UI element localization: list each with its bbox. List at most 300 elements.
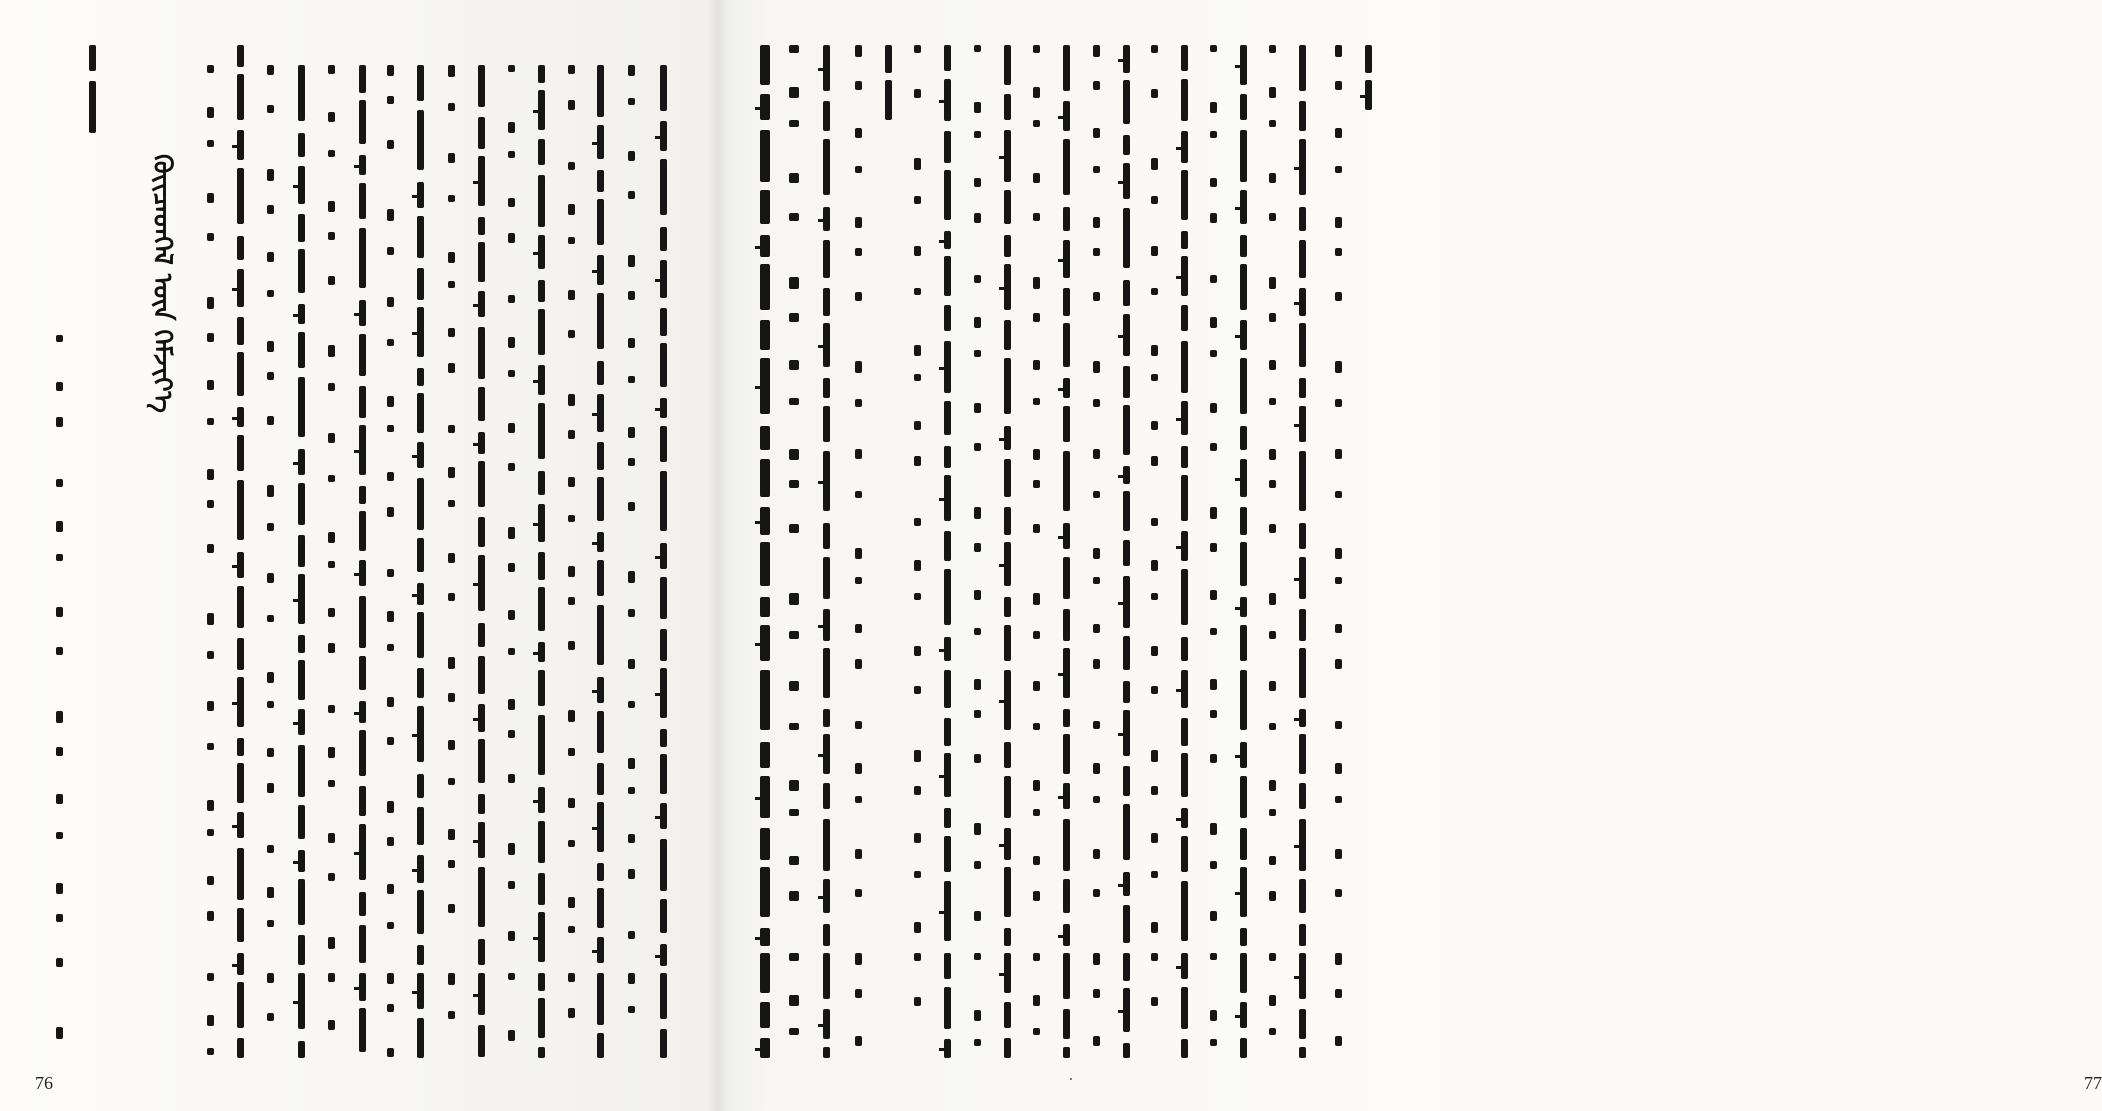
script-stroke: [1004, 45, 1011, 85]
script-stroke: [538, 280, 545, 302]
script-stroke: [298, 709, 305, 735]
script-stroke: [328, 643, 335, 653]
script-stroke: [387, 611, 394, 622]
script-stroke: [974, 213, 981, 223]
script-tooth: [755, 1048, 761, 1051]
script-stroke: [628, 255, 635, 267]
text-column-left-13: [533, 65, 551, 1058]
script-stroke: [789, 277, 799, 289]
script-stroke: [56, 382, 63, 391]
script-tooth: [655, 816, 661, 819]
script-tooth: [755, 643, 761, 646]
script-stroke: [974, 403, 981, 413]
script-stroke: [1093, 953, 1100, 965]
script-stroke: [1181, 953, 1188, 979]
script-stroke: [1093, 361, 1100, 373]
script-stroke: [1063, 240, 1070, 278]
script-stroke: [944, 881, 951, 941]
script-stroke: [1033, 45, 1040, 53]
script-stroke: [328, 383, 335, 391]
script-stroke: [207, 500, 214, 508]
script-tooth: [592, 690, 598, 693]
script-stroke: [89, 81, 96, 133]
script-stroke: [1269, 681, 1276, 691]
script-stroke: [974, 178, 981, 187]
script-tooth: [655, 693, 661, 696]
script-stroke: [508, 198, 515, 207]
script-stroke: [568, 237, 575, 244]
script-stroke: [1093, 889, 1100, 897]
script-stroke: [387, 801, 394, 813]
script-tooth: [939, 1048, 945, 1051]
script-stroke: [597, 560, 604, 596]
script-stroke: [628, 931, 635, 939]
script-stroke: [885, 45, 892, 73]
script-stroke: [237, 953, 244, 975]
script-stroke: [267, 205, 274, 214]
text-column-left-6: [323, 65, 341, 1058]
script-tooth: [232, 288, 238, 291]
script-stroke: [823, 879, 830, 913]
script-stroke: [760, 742, 770, 768]
script-stroke: [237, 130, 244, 160]
script-stroke: [789, 449, 799, 460]
script-stroke: [568, 330, 575, 338]
script-stroke: [1151, 345, 1158, 356]
script-stroke: [417, 668, 424, 698]
script-stroke: [944, 79, 951, 121]
script-stroke: [538, 821, 545, 863]
script-stroke: [1123, 163, 1130, 199]
script-tooth: [293, 722, 299, 725]
script-stroke: [1240, 928, 1247, 946]
script-stroke: [1033, 313, 1040, 322]
script-stroke: [508, 699, 515, 710]
script-tooth: [354, 165, 360, 168]
script-stroke: [207, 297, 214, 309]
section-title: ᠭᠦᠢᠴᠡᠳᠬᠡᠯ ᠦᠨ ᠬᠡᠮᠵᠢᠶ᠎ᠡ: [147, 154, 177, 413]
script-stroke: [789, 631, 799, 639]
script-stroke: [417, 110, 424, 170]
script-stroke: [328, 65, 335, 74]
text-column-right-15: [1205, 45, 1223, 1058]
script-stroke: [1240, 45, 1247, 85]
script-stroke: [207, 380, 214, 390]
script-stroke: [1123, 208, 1130, 268]
script-tooth: [473, 443, 479, 446]
script-stroke: [298, 850, 305, 872]
page-number-left: 76: [35, 1073, 53, 1093]
script-stroke: [823, 924, 830, 946]
script-stroke: [1269, 87, 1276, 98]
script-stroke: [267, 523, 274, 531]
script-stroke: [448, 328, 455, 337]
script-stroke: [944, 475, 951, 521]
script-stroke: [538, 504, 545, 542]
script-stroke: [1181, 670, 1188, 708]
script-stroke: [660, 668, 667, 718]
script-stroke: [1181, 79, 1188, 121]
script-stroke: [1151, 646, 1158, 656]
script-tooth: [1118, 1010, 1124, 1013]
script-stroke: [267, 973, 274, 983]
script-stroke: [1004, 953, 1011, 993]
script-stroke: [1299, 207, 1306, 231]
script-stroke: [1093, 577, 1100, 584]
script-stroke: [1240, 1002, 1247, 1028]
script-stroke: [974, 911, 981, 921]
script-stroke: [974, 45, 981, 52]
script-stroke: [1210, 213, 1217, 223]
script-stroke: [823, 288, 830, 316]
script-stroke: [237, 763, 244, 803]
script-stroke: [1269, 953, 1276, 961]
script-stroke: [478, 387, 485, 421]
script-stroke: [1269, 723, 1276, 730]
script-stroke: [1063, 734, 1070, 774]
script-stroke: [298, 535, 305, 567]
script-tooth: [999, 973, 1005, 976]
script-stroke: [974, 131, 981, 138]
script-stroke: [1151, 593, 1158, 600]
script-stroke: [660, 227, 667, 251]
script-stroke: [914, 246, 921, 256]
script-stroke: [823, 240, 830, 278]
script-stroke: [538, 587, 545, 631]
script-tooth: [1058, 388, 1064, 391]
script-stroke: [823, 734, 830, 774]
script-stroke: [568, 162, 575, 170]
script-tooth: [533, 523, 539, 526]
script-stroke: [1210, 1039, 1217, 1046]
script-stroke: [328, 873, 335, 881]
script-stroke: [1299, 523, 1306, 549]
script-stroke: [1269, 593, 1276, 605]
script-tooth: [1118, 602, 1124, 605]
script-stroke: [298, 304, 305, 324]
script-stroke: [1123, 135, 1130, 155]
script-tooth: [412, 869, 418, 872]
script-stroke: [597, 802, 604, 852]
script-stroke: [538, 787, 545, 813]
script-stroke: [1151, 288, 1158, 295]
script-stroke: [628, 659, 635, 669]
script-stroke: [298, 935, 305, 965]
script-stroke: [237, 586, 244, 628]
script-stroke: [1269, 780, 1276, 791]
script-stroke: [597, 677, 604, 703]
script-stroke: [387, 884, 394, 894]
script-stroke: [1299, 451, 1306, 511]
script-stroke: [1033, 631, 1040, 639]
script-stroke: [359, 386, 366, 418]
script-stroke: [387, 837, 394, 846]
script-stroke: [789, 313, 799, 322]
text-column-left-0: [51, 335, 69, 1058]
script-stroke: [478, 327, 485, 379]
script-stroke: [1269, 995, 1276, 1006]
script-stroke: [1181, 531, 1188, 561]
script-stroke: [1033, 277, 1040, 289]
script-stroke: [1269, 449, 1276, 460]
script-stroke: [237, 74, 244, 120]
script-stroke: [1093, 659, 1100, 669]
script-stroke: [568, 477, 575, 487]
script-stroke: [478, 156, 485, 206]
script-tooth: [592, 270, 598, 273]
script-stroke: [568, 641, 575, 650]
script-stroke: [508, 881, 515, 889]
text-column-right-12: [1118, 45, 1136, 1058]
script-stroke: [855, 491, 862, 498]
text-column-right-18: [1294, 45, 1312, 1058]
script-stroke: [1240, 828, 1247, 860]
script-stroke: [1151, 833, 1158, 843]
script-tooth: [1235, 65, 1241, 68]
script-stroke: [207, 743, 214, 750]
script-stroke: [1093, 796, 1100, 803]
text-column-right-19: [1330, 45, 1348, 1058]
script-stroke: [760, 670, 770, 730]
script-stroke: [760, 358, 770, 414]
script-stroke: [1063, 451, 1070, 511]
script-stroke: [660, 629, 667, 661]
script-stroke: [823, 139, 830, 195]
script-tooth: [473, 840, 479, 843]
script-stroke: [448, 657, 455, 669]
script-stroke: [823, 783, 830, 809]
script-stroke: [1210, 178, 1217, 187]
script-tooth: [412, 594, 418, 597]
script-stroke: [328, 937, 335, 949]
script-stroke: [359, 701, 366, 723]
script-stroke: [538, 715, 545, 775]
text-column-left-17: [655, 65, 673, 1058]
script-stroke: [823, 1047, 830, 1058]
text-column-right-7: [969, 45, 987, 1058]
script-stroke: [1004, 1038, 1011, 1058]
script-stroke: [478, 555, 485, 611]
script-stroke: [974, 861, 981, 869]
script-stroke: [628, 1006, 635, 1013]
script-stroke: [974, 443, 981, 451]
script-stroke: [1151, 456, 1158, 466]
script-stroke: [1240, 670, 1247, 730]
script-stroke: [660, 577, 667, 619]
script-stroke: [660, 944, 667, 966]
script-tooth: [232, 702, 238, 705]
script-stroke: [628, 701, 635, 708]
script-stroke: [1123, 988, 1130, 1032]
script-stroke: [855, 721, 862, 729]
script-stroke: [597, 937, 604, 963]
script-stroke: [823, 451, 830, 511]
script-stroke: [568, 798, 575, 808]
script-tooth: [473, 304, 479, 307]
script-stroke: [855, 659, 862, 669]
script-stroke: [1240, 264, 1247, 310]
page-number-right: 77: [2084, 1073, 2102, 1093]
script-stroke: [855, 128, 862, 138]
script-tooth: [533, 380, 539, 383]
script-stroke: [1335, 763, 1342, 774]
script-stroke: [1004, 358, 1011, 414]
script-stroke: [359, 334, 366, 376]
script-tooth: [354, 852, 360, 855]
script-stroke: [1093, 45, 1100, 57]
script-stroke: [914, 922, 921, 933]
script-stroke: [298, 483, 305, 525]
text-column-right-3: [850, 45, 868, 1058]
script-tooth: [1058, 673, 1064, 676]
script-stroke: [207, 193, 214, 203]
script-tooth: [1176, 689, 1182, 692]
script-stroke: [538, 1047, 545, 1058]
script-stroke: [1063, 609, 1070, 641]
script-stroke: [448, 252, 455, 263]
script-stroke: [823, 953, 830, 999]
script-stroke: [207, 418, 214, 425]
script-stroke: [1151, 374, 1158, 381]
script-stroke: [1004, 94, 1011, 120]
script-stroke: [207, 544, 214, 553]
script-stroke: [1123, 405, 1130, 455]
script-stroke: [417, 890, 424, 934]
script-stroke: [568, 597, 575, 605]
script-stroke: [944, 341, 951, 393]
script-stroke: [628, 65, 635, 76]
script-stroke: [1123, 872, 1130, 896]
script-stroke: [508, 1030, 515, 1041]
script-stroke: [538, 670, 545, 706]
script-stroke: [1093, 989, 1100, 998]
script-stroke: [508, 527, 515, 539]
script-stroke: [1181, 305, 1188, 331]
script-stroke: [660, 308, 667, 336]
script-stroke: [387, 339, 394, 346]
script-stroke: [1063, 45, 1070, 91]
script-stroke: [1299, 783, 1306, 809]
script-stroke: [568, 748, 575, 756]
script-stroke: [1093, 217, 1100, 228]
script-tooth: [939, 100, 945, 103]
script-stroke: [359, 892, 366, 916]
script-stroke: [1033, 360, 1040, 370]
script-tooth: [412, 455, 418, 458]
script-stroke: [1181, 569, 1188, 625]
script-stroke: [1004, 459, 1011, 497]
script-stroke: [1151, 158, 1158, 170]
script-stroke: [760, 190, 770, 224]
script-tooth: [1058, 536, 1064, 539]
script-stroke: [328, 1020, 335, 1030]
script-stroke: [944, 718, 951, 746]
script-tooth: [293, 462, 299, 465]
script-stroke: [1299, 819, 1306, 871]
script-tooth: [655, 408, 661, 411]
script-stroke: [298, 973, 305, 1029]
script-tooth: [1118, 181, 1124, 184]
script-stroke: [417, 368, 424, 386]
script-tooth: [999, 156, 1005, 159]
script-stroke: [478, 1025, 485, 1057]
script-stroke: [1269, 631, 1276, 639]
script-stroke: [944, 305, 951, 331]
script-stroke: [1335, 292, 1342, 301]
script-stroke: [1181, 987, 1188, 1029]
script-stroke: [760, 264, 770, 310]
script-stroke: [1299, 734, 1306, 774]
script-stroke: [974, 590, 981, 600]
script-stroke: [855, 796, 862, 803]
script-stroke: [1240, 358, 1247, 414]
script-stroke: [1093, 292, 1100, 301]
text-column-right-1: [784, 45, 802, 1058]
script-tooth: [1294, 424, 1300, 427]
script-stroke: [1299, 101, 1306, 131]
script-stroke: [387, 65, 394, 76]
script-stroke: [1093, 399, 1100, 407]
script-stroke: [417, 945, 424, 965]
script-tooth: [1176, 418, 1182, 421]
script-stroke: [1093, 81, 1100, 90]
script-tooth: [1235, 335, 1241, 338]
script-stroke: [1299, 323, 1306, 367]
script-stroke: [1151, 196, 1158, 204]
script-stroke: [1299, 378, 1306, 398]
script-stroke: [417, 807, 424, 845]
script-stroke: [1123, 1043, 1130, 1058]
script-stroke: [628, 787, 635, 794]
script-stroke: [478, 291, 485, 317]
script-stroke: [974, 317, 981, 328]
script-stroke: [974, 953, 981, 960]
script-stroke: [914, 345, 921, 356]
script-stroke: [1123, 491, 1130, 531]
script-stroke: [56, 883, 63, 894]
text-column-right-11: [1088, 45, 1106, 1058]
script-stroke: [823, 648, 830, 698]
script-tooth: [1176, 818, 1182, 821]
script-stroke: [789, 891, 799, 901]
script-stroke: [855, 1036, 862, 1046]
script-stroke: [1093, 721, 1100, 729]
script-stroke: [628, 973, 635, 984]
script-stroke: [387, 737, 394, 745]
script-stroke: [478, 217, 485, 235]
text-column-left-14: [563, 65, 581, 1058]
script-stroke: [823, 101, 830, 131]
script-stroke: [267, 672, 274, 683]
script-stroke: [660, 839, 667, 891]
script-stroke: [1335, 491, 1342, 498]
script-stroke: [478, 242, 485, 282]
script-stroke: [914, 158, 921, 170]
script-stroke: [944, 569, 951, 625]
script-stroke: [597, 1033, 604, 1058]
script-stroke: [1240, 426, 1247, 450]
script-stroke: [1033, 891, 1040, 901]
text-column-left-10: [443, 65, 461, 1058]
script-stroke: [1181, 1039, 1188, 1058]
script-stroke: [1240, 320, 1247, 350]
script-stroke: [508, 233, 515, 243]
script-stroke: [328, 561, 335, 568]
script-stroke: [237, 480, 244, 540]
script-tooth: [755, 246, 761, 249]
script-stroke: [1151, 518, 1158, 526]
script-tooth: [473, 994, 479, 997]
